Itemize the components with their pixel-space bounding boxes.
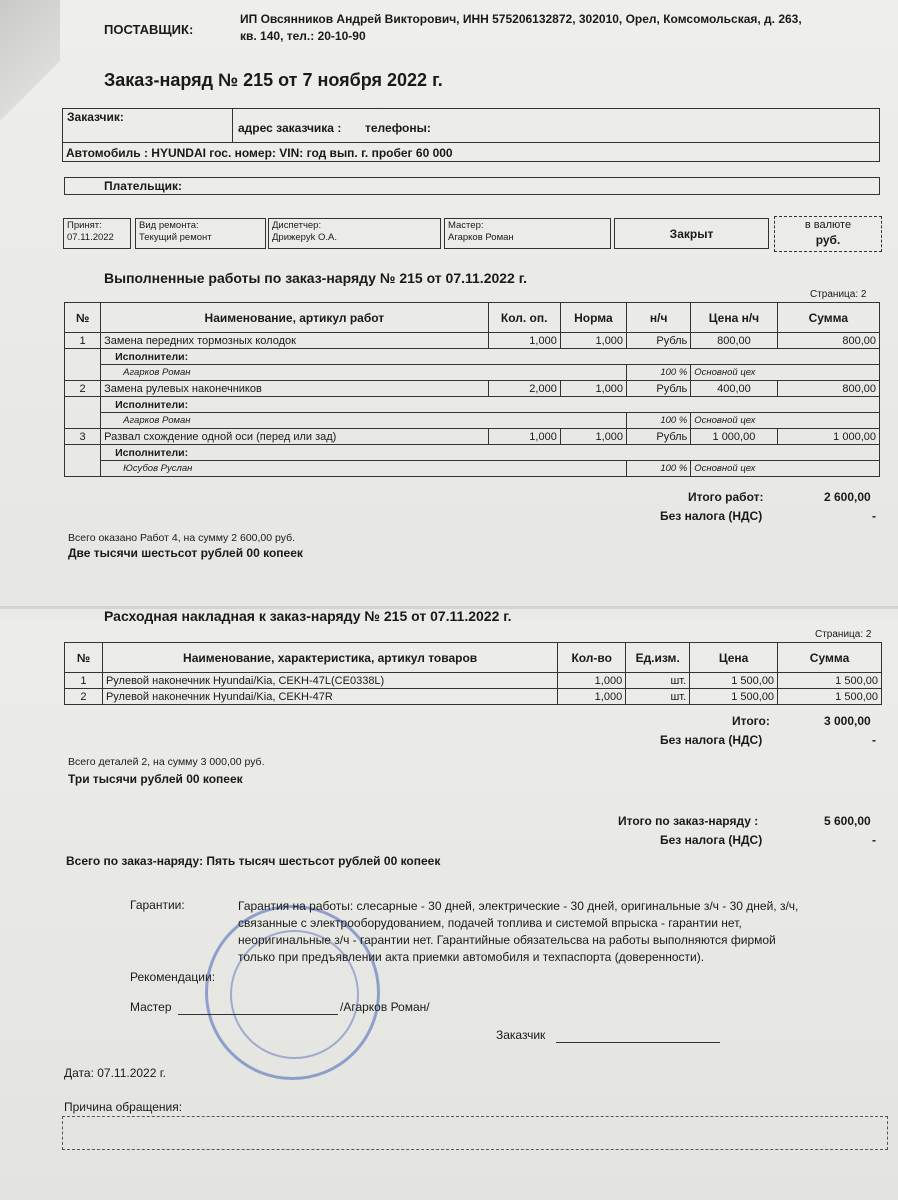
customer-label: Заказчик: [67, 110, 124, 124]
master-signature-line [178, 1014, 338, 1015]
row-number: 2 [65, 689, 103, 705]
col-work-name: Наименование, артикул работ [101, 303, 488, 333]
table-row [65, 381, 880, 397]
order-vat-label: Без налога (НДС) [660, 833, 763, 847]
customer-signature-line [556, 1042, 720, 1043]
repair-type-box [135, 218, 266, 249]
customer-box-vdivider [232, 108, 233, 142]
parts-total-value: 3 000,00 [824, 714, 871, 728]
col-number: № [65, 643, 103, 673]
product-name: Рулевой наконечник Hyundai/Kia, CEKH-47L(CE0338L) [102, 673, 557, 689]
work-sum: 800,00 [777, 333, 879, 349]
parts-table [64, 642, 882, 705]
parts-vat-value: - [872, 733, 876, 747]
executor-name: Агарков Роман [101, 365, 627, 381]
repair-type-value: Текущий ремонт [139, 232, 212, 243]
col-sum: Сумма [777, 303, 879, 333]
executors-row [65, 397, 880, 413]
work-qty: 2,000 [488, 381, 560, 397]
product-unit: шт. [626, 689, 690, 705]
parts-total-label: Итого: [732, 714, 770, 728]
warranty-line-3: неоригинальные з/ч - гарантии нет. Гарантийные обязательсва на работы выполняются фирмой [238, 933, 776, 947]
works-table-header [65, 303, 880, 333]
table-row [65, 429, 880, 445]
parts-page-number: Страница: 2 [815, 629, 872, 640]
dispatcher-label: Диспетчер: [272, 220, 322, 231]
col-price: Цена [690, 643, 778, 673]
parts-heading: Расходная накладная к заказ-наряду № 215 от 07.11.2022 г. [104, 608, 512, 624]
executor-percent: 100 % [627, 413, 691, 429]
reason-field [62, 1116, 888, 1150]
accepted-value: 07.11.2022 [67, 232, 114, 243]
executor-row [65, 365, 880, 381]
customer-phones-label: телефоны: [365, 121, 431, 135]
product-price: 1 500,00 [690, 673, 778, 689]
currency-box [774, 216, 882, 252]
col-product-name: Наименование, характеристика, артикул товаров [102, 643, 557, 673]
executor-department: Основной цех [691, 365, 880, 381]
supplier-label: ПОСТАВЩИК: [104, 22, 194, 37]
work-price: 800,00 [691, 333, 777, 349]
warranty-line-4: только при предъявлении акта приемки автомобиля и техпаспорта (доверенности). [238, 950, 705, 964]
works-total-label: Итого работ: [688, 490, 764, 504]
executor-row [65, 413, 880, 429]
parts-vat-label: Без налога (НДС) [660, 733, 763, 747]
executor-department: Основной цех [691, 461, 880, 477]
master-label: Мастер: [448, 220, 484, 231]
row-number: 3 [65, 429, 101, 445]
product-qty: 1,000 [558, 689, 626, 705]
work-norm: 1,000 [560, 333, 626, 349]
warranty-line-1: Гарантия на работы: слесарные - 30 дней, электрические - 30 дней, оригинальные з/ч - 30 дней, з/ч, [238, 899, 799, 913]
work-sum: 1 000,00 [777, 429, 879, 445]
payer-label: Плательщик: [104, 179, 182, 193]
table-row [65, 689, 882, 705]
supplier-line-2: кв. 140, тел.: 20-10-90 [240, 29, 366, 43]
dispatcher-box [268, 218, 441, 249]
accepted-label: Принят: [67, 220, 102, 231]
reason-label: Причина обращения: [64, 1100, 183, 1114]
work-name: Развал схождение одной оси (перед или зад) [101, 429, 488, 445]
works-total-value: 2 600,00 [824, 490, 871, 504]
works-vat-label: Без налога (НДС) [660, 509, 763, 523]
col-quantity: Кол-во [558, 643, 626, 673]
executor-name: Юсубов Руслан [101, 461, 627, 477]
col-unit: Ед.изм. [626, 643, 690, 673]
order-total-value: 5 600,00 [824, 814, 871, 828]
supplier-line-1: ИП Овсянников Андрей Викторович, ИНН 575206132872, 302010, Орел, Комсомольская, д. 263, [240, 12, 802, 26]
master-value: Агарков Роман [448, 232, 514, 243]
repair-type-label: Вид ремонта: [139, 220, 199, 231]
table-row [65, 673, 882, 689]
product-sum: 1 500,00 [778, 689, 882, 705]
master-signature-label: Мастер [130, 1000, 172, 1014]
works-page-number: Страница: 2 [810, 289, 867, 300]
executor-row [65, 461, 880, 477]
executor-percent: 100 % [627, 365, 691, 381]
order-total-label: Итого по заказ-наряду : [618, 814, 759, 828]
currency-value: руб. [815, 233, 841, 247]
payer-box [64, 177, 880, 195]
product-unit: шт. [626, 673, 690, 689]
work-price: 1 000,00 [691, 429, 777, 445]
dispatcher-value: Дрижеруk О.А. [272, 232, 337, 243]
work-sum: 800,00 [777, 381, 879, 397]
accepted-box [63, 218, 131, 249]
work-norm: 1,000 [560, 429, 626, 445]
order-amount-words: Всего по заказ-наряду: Пять тысяч шестьсот рублей 00 копеек [66, 854, 441, 868]
works-heading: Выполненные работы по заказ-наряду № 215 от 07.11.2022 г. [104, 270, 528, 286]
work-name: Замена передних тормозных колодок [101, 333, 488, 349]
page-corner-shadow [0, 0, 60, 140]
col-sum: Сумма [778, 643, 882, 673]
work-unit: Рубль [627, 381, 691, 397]
parts-table-header [65, 643, 882, 673]
table-row [65, 333, 880, 349]
works-amount-words: Две тысячи шестьсот рублей 00 копеек [68, 546, 303, 560]
customer-address-label: адрес заказчика : [238, 121, 342, 135]
work-norm: 1,000 [560, 381, 626, 397]
document-date: Дата: 07.11.2022 г. [64, 1066, 166, 1080]
master-box [444, 218, 611, 249]
col-price: Цена н/ч [691, 303, 777, 333]
executors-row [65, 445, 880, 461]
customer-signature-label: Заказчик [496, 1028, 546, 1042]
executors-label: Исполнители: [101, 397, 880, 413]
master-signature-name: /Агарков Роман/ [340, 1000, 430, 1014]
col-norm: Норма [560, 303, 626, 333]
product-sum: 1 500,00 [778, 673, 882, 689]
recommendations-label: Рекомендации: [130, 970, 216, 984]
col-number: № [65, 303, 101, 333]
row-number: 1 [65, 673, 103, 689]
warranty-label: Гарантии: [130, 898, 185, 912]
executor-percent: 100 % [627, 461, 691, 477]
row-number: 1 [65, 333, 101, 349]
works-summary: Всего оказано Работ 4, на сумму 2 600,00 руб. [68, 532, 296, 544]
works-vat-value: - [872, 509, 876, 523]
executors-label: Исполнители: [101, 349, 880, 365]
warranty-line-2: связанные с электрооборудованием, подачей топлива и системой впрыска - гарантии нет, [238, 916, 742, 930]
works-table [64, 302, 880, 477]
parts-amount-words: Три тысячи рублей 00 копеек [68, 772, 243, 786]
work-name: Замена рулевых наконечников [101, 381, 488, 397]
product-name: Рулевой наконечник Hyundai/Kia, CEKH-47R [102, 689, 557, 705]
work-price: 400,00 [691, 381, 777, 397]
executors-label: Исполнители: [101, 445, 880, 461]
product-price: 1 500,00 [690, 689, 778, 705]
vehicle-line: Автомобиль : HYUNDAI гос. номер: VIN: год вып. г. пробег 60 000 [66, 146, 453, 160]
executors-row [65, 349, 880, 365]
customer-box-divider [62, 142, 880, 143]
executor-name: Агарков Роман [101, 413, 627, 429]
work-unit: Рубль [627, 429, 691, 445]
work-unit: Рубль [627, 333, 691, 349]
status-badge: Закрыт [614, 218, 769, 249]
col-norm-hour: н/ч [627, 303, 691, 333]
order-vat-value: - [872, 833, 876, 847]
product-qty: 1,000 [558, 673, 626, 689]
col-operations: Кол. оп. [488, 303, 560, 333]
executor-department: Основной цех [691, 413, 880, 429]
row-number: 2 [65, 381, 101, 397]
work-qty: 1,000 [488, 429, 560, 445]
parts-summary: Всего деталей 2, на сумму 3 000,00 руб. [68, 756, 265, 768]
currency-label: в валюте [804, 219, 852, 231]
work-qty: 1,000 [488, 333, 560, 349]
document-title: Заказ-наряд № 215 от 7 ноября 2022 г. [104, 70, 443, 90]
warranty-text [238, 898, 798, 966]
